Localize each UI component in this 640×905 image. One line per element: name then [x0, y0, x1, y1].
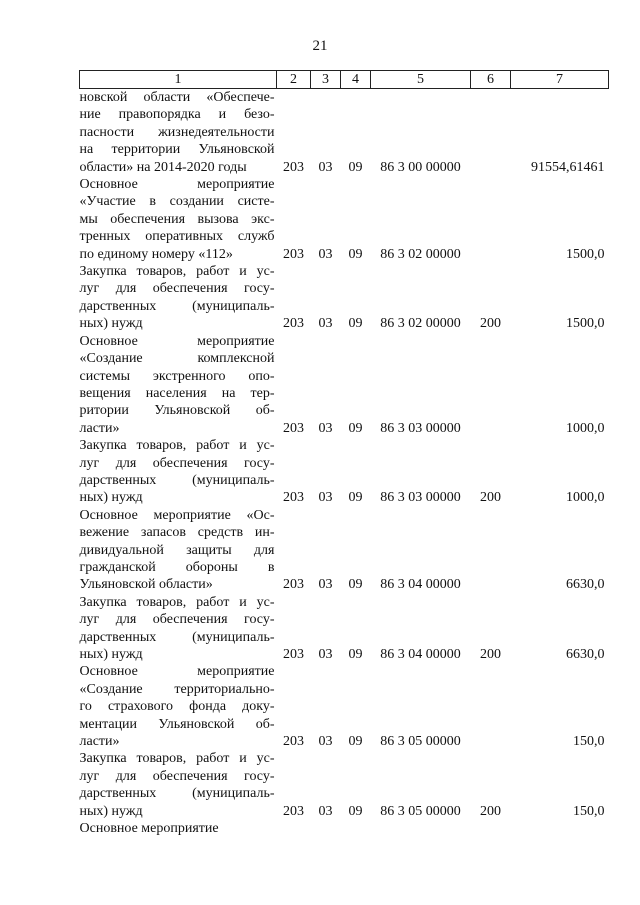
- amount-cell: [511, 820, 609, 837]
- admin-code-cell: [277, 820, 311, 837]
- subsection-code-cell: 09: [348, 490, 363, 506]
- column-header: 7: [511, 71, 609, 89]
- row-description: [80, 820, 277, 837]
- section-code-cell: [311, 820, 341, 837]
- section-code-cell: 03: [318, 316, 333, 332]
- description-line: «Создание комплексной: [79, 351, 275, 367]
- description-line: луг для обеспечения госу-: [79, 281, 275, 297]
- row-description: [80, 437, 277, 507]
- expense-type-code-cell: [471, 176, 511, 263]
- row-description: [80, 176, 277, 263]
- row-description: [80, 89, 277, 177]
- expense-type-code-cell: [471, 89, 511, 177]
- description-line: системы экстренного опо-: [79, 368, 275, 384]
- target-article-code-cell: 86 3 02 00000: [380, 246, 461, 262]
- subsection-code-cell: 09: [348, 316, 363, 332]
- subsection-code-cell: 09: [348, 734, 363, 750]
- section-code-cell: 03: [318, 577, 333, 593]
- description-line: вежение запасов средств ин-: [79, 525, 275, 541]
- description-line: Закупка товаров, работ и ус-: [79, 594, 275, 610]
- table-row: [80, 663, 609, 750]
- description-line: ние правопорядка и безо-: [79, 107, 275, 123]
- row-description: [80, 263, 277, 333]
- amount-cell: 1500,0: [566, 316, 605, 332]
- description-line: Ульяновской области»: [79, 577, 213, 593]
- table-row: [80, 594, 609, 664]
- budget-table: [79, 70, 609, 837]
- description-line: на территории Ульяновской: [79, 142, 275, 158]
- description-line: ных) нужд: [79, 490, 143, 506]
- amount-cell: 150,0: [573, 803, 605, 819]
- amount-cell: 6630,0: [566, 577, 605, 593]
- column-header: 3: [311, 71, 341, 89]
- description-line: ритории Ульяновской об-: [79, 403, 275, 419]
- description-line: тренных оперативных служб: [79, 229, 275, 245]
- section-code-cell: 03: [318, 246, 333, 262]
- admin-code-cell: 203: [283, 490, 304, 506]
- expense-type-code-cell: 200: [480, 803, 501, 819]
- page-number: 21: [312, 38, 328, 54]
- table-row: [80, 333, 609, 437]
- description-line: Основное мероприятие: [79, 664, 275, 680]
- expense-type-code-cell: [471, 507, 511, 594]
- target-article-code-cell: 86 3 04 00000: [380, 577, 461, 593]
- table-row: [80, 507, 609, 594]
- expense-type-code-cell: [471, 333, 511, 437]
- amount-cell: 91554,61461: [531, 159, 605, 175]
- target-article-code-cell: 86 3 03 00000: [380, 490, 461, 506]
- target-article-code-cell: 86 3 02 00000: [380, 316, 461, 332]
- column-header: 5: [371, 71, 471, 89]
- description-line: пасности жизнедеятельности: [79, 124, 275, 140]
- target-article-code-cell: 86 3 03 00000: [380, 420, 461, 436]
- table-row: [80, 89, 609, 177]
- admin-code-cell: 203: [283, 420, 304, 436]
- row-description: [80, 750, 277, 820]
- header-row: [80, 71, 609, 89]
- section-code-cell: 03: [318, 734, 333, 750]
- section-code-cell: 03: [318, 647, 333, 662]
- description-line: ментации Ульяновской об-: [79, 716, 275, 732]
- subsection-code-cell: [341, 820, 371, 837]
- column-header: 6: [471, 71, 511, 89]
- amount-cell: 1000,0: [566, 490, 605, 506]
- admin-code-cell: 203: [283, 246, 304, 262]
- expense-type-code-cell: 200: [480, 490, 501, 506]
- description-line: «Создание территориально-: [79, 681, 275, 697]
- section-code-cell: 03: [318, 159, 333, 175]
- description-line: новской области «Обеспече-: [79, 90, 275, 105]
- description-line: дивидуальной защиты для: [79, 542, 275, 558]
- description-line: Закупка товаров, работ и ус-: [79, 264, 275, 280]
- amount-cell: 1500,0: [566, 246, 605, 262]
- subsection-code-cell: 09: [348, 803, 363, 819]
- section-code-cell: 03: [318, 420, 333, 436]
- amount-cell: 150,0: [573, 734, 605, 750]
- description-line: Основное мероприятие «Ос-: [79, 507, 275, 523]
- description-line: ных) нужд: [79, 647, 143, 662]
- description-line: луг для обеспечения госу-: [79, 455, 275, 471]
- description-line: ных) нужд: [79, 316, 143, 332]
- description-line: дарственных (муниципаль-: [79, 786, 275, 802]
- row-description: [80, 594, 277, 664]
- description-line: Основное мероприятие: [79, 177, 275, 193]
- description-line: вещения населения на тер-: [79, 385, 275, 401]
- target-article-code-cell: 86 3 00 00000: [380, 159, 461, 175]
- description-line: луг для обеспечения госу-: [79, 612, 275, 628]
- admin-code-cell: 203: [283, 734, 304, 750]
- table-row: [80, 263, 609, 333]
- description-line: ласти»: [79, 734, 120, 750]
- column-header: 2: [277, 71, 311, 89]
- description-line: дарственных (муниципаль-: [79, 629, 275, 645]
- description-line: дарственных (муниципаль-: [79, 472, 275, 488]
- row-description: [80, 663, 277, 750]
- target-article-code-cell: 86 3 05 00000: [380, 734, 461, 750]
- description-line: ных) нужд: [79, 803, 143, 819]
- amount-cell: 1000,0: [566, 420, 605, 436]
- expense-type-code-cell: [471, 663, 511, 750]
- admin-code-cell: 203: [283, 159, 304, 175]
- table-row: [80, 176, 609, 263]
- table-row: [80, 820, 609, 837]
- expense-type-code-cell: 200: [480, 316, 501, 332]
- expense-type-code-cell: [471, 820, 511, 837]
- target-article-code-cell: 86 3 04 00000: [380, 647, 461, 662]
- row-description: [80, 507, 277, 594]
- description-line: области» на 2014-2020 годы: [79, 159, 247, 175]
- description-line: Закупка товаров, работ и ус-: [79, 751, 275, 767]
- expense-type-code-cell: 200: [480, 647, 501, 662]
- description-line: Закупка товаров, работ и ус-: [79, 438, 275, 454]
- section-code-cell: 03: [318, 803, 333, 819]
- subsection-code-cell: 09: [348, 577, 363, 593]
- subsection-code-cell: 09: [348, 246, 363, 262]
- description-line: «Участие в создании систе-: [79, 194, 275, 210]
- admin-code-cell: 203: [283, 803, 304, 819]
- column-header: 1: [80, 71, 277, 89]
- admin-code-cell: 203: [283, 577, 304, 593]
- subsection-code-cell: 09: [348, 159, 363, 175]
- target-article-code-cell: 86 3 05 00000: [380, 803, 461, 819]
- table-row: [80, 750, 609, 820]
- description-line: Основное мероприятие: [79, 821, 219, 837]
- description-line: по единому номеру «112»: [79, 246, 233, 262]
- description-line: Основное мероприятие: [79, 333, 275, 349]
- table-row: [80, 437, 609, 507]
- column-header: 4: [341, 71, 371, 89]
- target-article-code-cell: [371, 820, 471, 837]
- subsection-code-cell: 09: [348, 420, 363, 436]
- description-line: гражданской обороны в: [79, 559, 275, 575]
- admin-code-cell: 203: [283, 316, 304, 332]
- description-line: луг для обеспечения госу-: [79, 768, 275, 784]
- description-line: мы обеспечения вызова экс-: [79, 211, 275, 227]
- subsection-code-cell: 09: [348, 647, 363, 662]
- section-code-cell: 03: [318, 490, 333, 506]
- description-line: ласти»: [79, 420, 120, 436]
- description-line: дарственных (муниципаль-: [79, 298, 275, 314]
- admin-code-cell: 203: [283, 647, 304, 662]
- amount-cell: 6630,0: [566, 647, 605, 662]
- row-description: [80, 333, 277, 437]
- description-line: го страхового фонда доку-: [79, 699, 275, 715]
